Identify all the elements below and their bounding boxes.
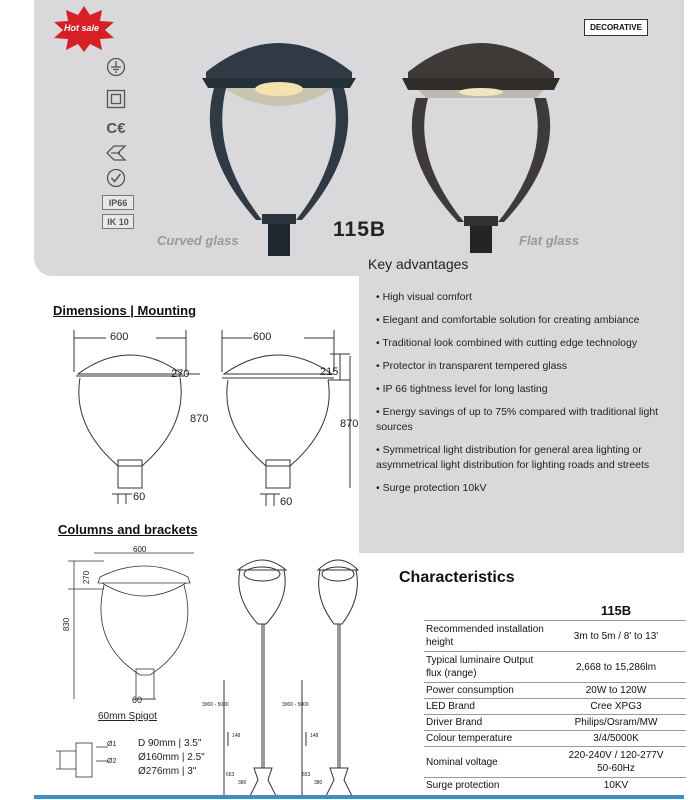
advantages-list bbox=[376, 290, 676, 504]
column-drawing bbox=[64, 543, 214, 713]
dim-right-width: 600 bbox=[253, 331, 272, 343]
advantage-item: • Symmetrical light distribution for general area lighting or asymmetrical light distribution for lighting roads and streets bbox=[376, 444, 650, 471]
hot-sale-label: Hot sale bbox=[64, 23, 100, 33]
table-model-header: 115B bbox=[600, 602, 632, 618]
curved-glass-label: Curved glass bbox=[157, 233, 239, 248]
enec-mark-icon bbox=[100, 143, 132, 163]
pole-height-1: 3000 - 5000 bbox=[202, 702, 229, 708]
advantage-item: • Energy savings of up to 75% compared with traditional light sources bbox=[376, 406, 659, 433]
advantage-item: • Protector in transparent tempered glass bbox=[376, 360, 568, 372]
footer-accent-line bbox=[34, 795, 684, 799]
double-insulation-icon bbox=[100, 89, 132, 109]
d-dim-1: D 90mm | 3.5" bbox=[138, 738, 202, 749]
dim-right-head: 215 bbox=[320, 366, 339, 378]
characteristics-title: Characteristics bbox=[399, 569, 515, 586]
advantage-item: • High visual comfort bbox=[376, 291, 472, 303]
dim-right-height: 870 bbox=[340, 418, 359, 430]
col-spigot: 60 bbox=[132, 695, 143, 705]
dim-left-spigot: 60 bbox=[133, 491, 146, 503]
ip66-rating: IP66 bbox=[102, 195, 134, 210]
table-row: Recommended installation height 3m to 5m / 8' to 13' bbox=[424, 621, 686, 652]
characteristics-table bbox=[424, 600, 686, 793]
ik10-rating: IK 10 bbox=[102, 214, 134, 229]
base-height-1: 653 bbox=[226, 772, 235, 778]
table-row: LED Brand Cree XPG3 bbox=[424, 699, 686, 715]
base-width-1: 380 bbox=[238, 780, 247, 786]
dimensions-title: Dimensions | Mounting bbox=[53, 303, 197, 318]
bracket-dim-2: 148 bbox=[310, 733, 319, 739]
dim-right-spigot: 60 bbox=[280, 496, 293, 508]
d-dim-3: Ø276mm | 3" bbox=[138, 766, 197, 777]
advantages-title: Key advantages bbox=[368, 256, 469, 272]
spigot-label: 60mm Spigot bbox=[98, 711, 157, 722]
bracket-dim-1: 148 bbox=[232, 733, 241, 739]
check-mark-icon bbox=[100, 168, 132, 188]
dim-left-height: 870 bbox=[190, 413, 209, 425]
advantage-item: • Traditional look combined with cutting edge technology bbox=[376, 337, 638, 349]
table-row: Nominal voltage 220-240V / 120-277V 50-60Hz bbox=[424, 747, 686, 778]
dimension-drawing-right bbox=[210, 326, 360, 516]
base-width-2: 380 bbox=[314, 780, 323, 786]
advantage-item: • Elegant and comfortable solution for creating ambiance bbox=[376, 314, 640, 326]
table-row: Driver Brand Philips/Osram/MW bbox=[424, 715, 686, 731]
d-dim-2: Ø160mm | 2.5" bbox=[138, 752, 205, 763]
table-row: Typical luminaire Output flux (range) 2,668 to 15,286lm bbox=[424, 652, 686, 683]
pole-height-2: 3000 - 5000 bbox=[282, 702, 309, 708]
table-row: Power consumption 20W to 120W bbox=[424, 683, 686, 699]
base-height-2: 653 bbox=[302, 772, 311, 778]
table-row: Colour temperature 3/4/5000K bbox=[424, 731, 686, 747]
dim-left-width: 600 bbox=[110, 331, 129, 343]
ground-icon bbox=[100, 57, 132, 77]
advantage-item: • Surge protection 10kV bbox=[376, 482, 487, 494]
flat-glass-label: Flat glass bbox=[519, 233, 579, 248]
model-title: 115B bbox=[333, 218, 387, 241]
advantage-item: • IP 66 tightness level for long lasting bbox=[376, 383, 548, 395]
col-head: 270 bbox=[82, 570, 92, 585]
pole-drawings bbox=[200, 548, 360, 798]
lamp-flat-glass-image bbox=[396, 32, 566, 262]
dim-left-head: 270 bbox=[171, 368, 190, 380]
decorative-badge: DECORATIVE bbox=[584, 19, 648, 36]
columns-title: Columns and brackets bbox=[58, 522, 198, 537]
col-height: 830 bbox=[62, 617, 72, 632]
d2-label: Ø2 bbox=[107, 758, 117, 765]
col-width: 600 bbox=[133, 545, 147, 554]
table-row: Surge protection 10KV bbox=[424, 778, 686, 794]
ce-mark-icon: C€ bbox=[106, 119, 126, 137]
d1-label: Ø1 bbox=[107, 741, 117, 748]
